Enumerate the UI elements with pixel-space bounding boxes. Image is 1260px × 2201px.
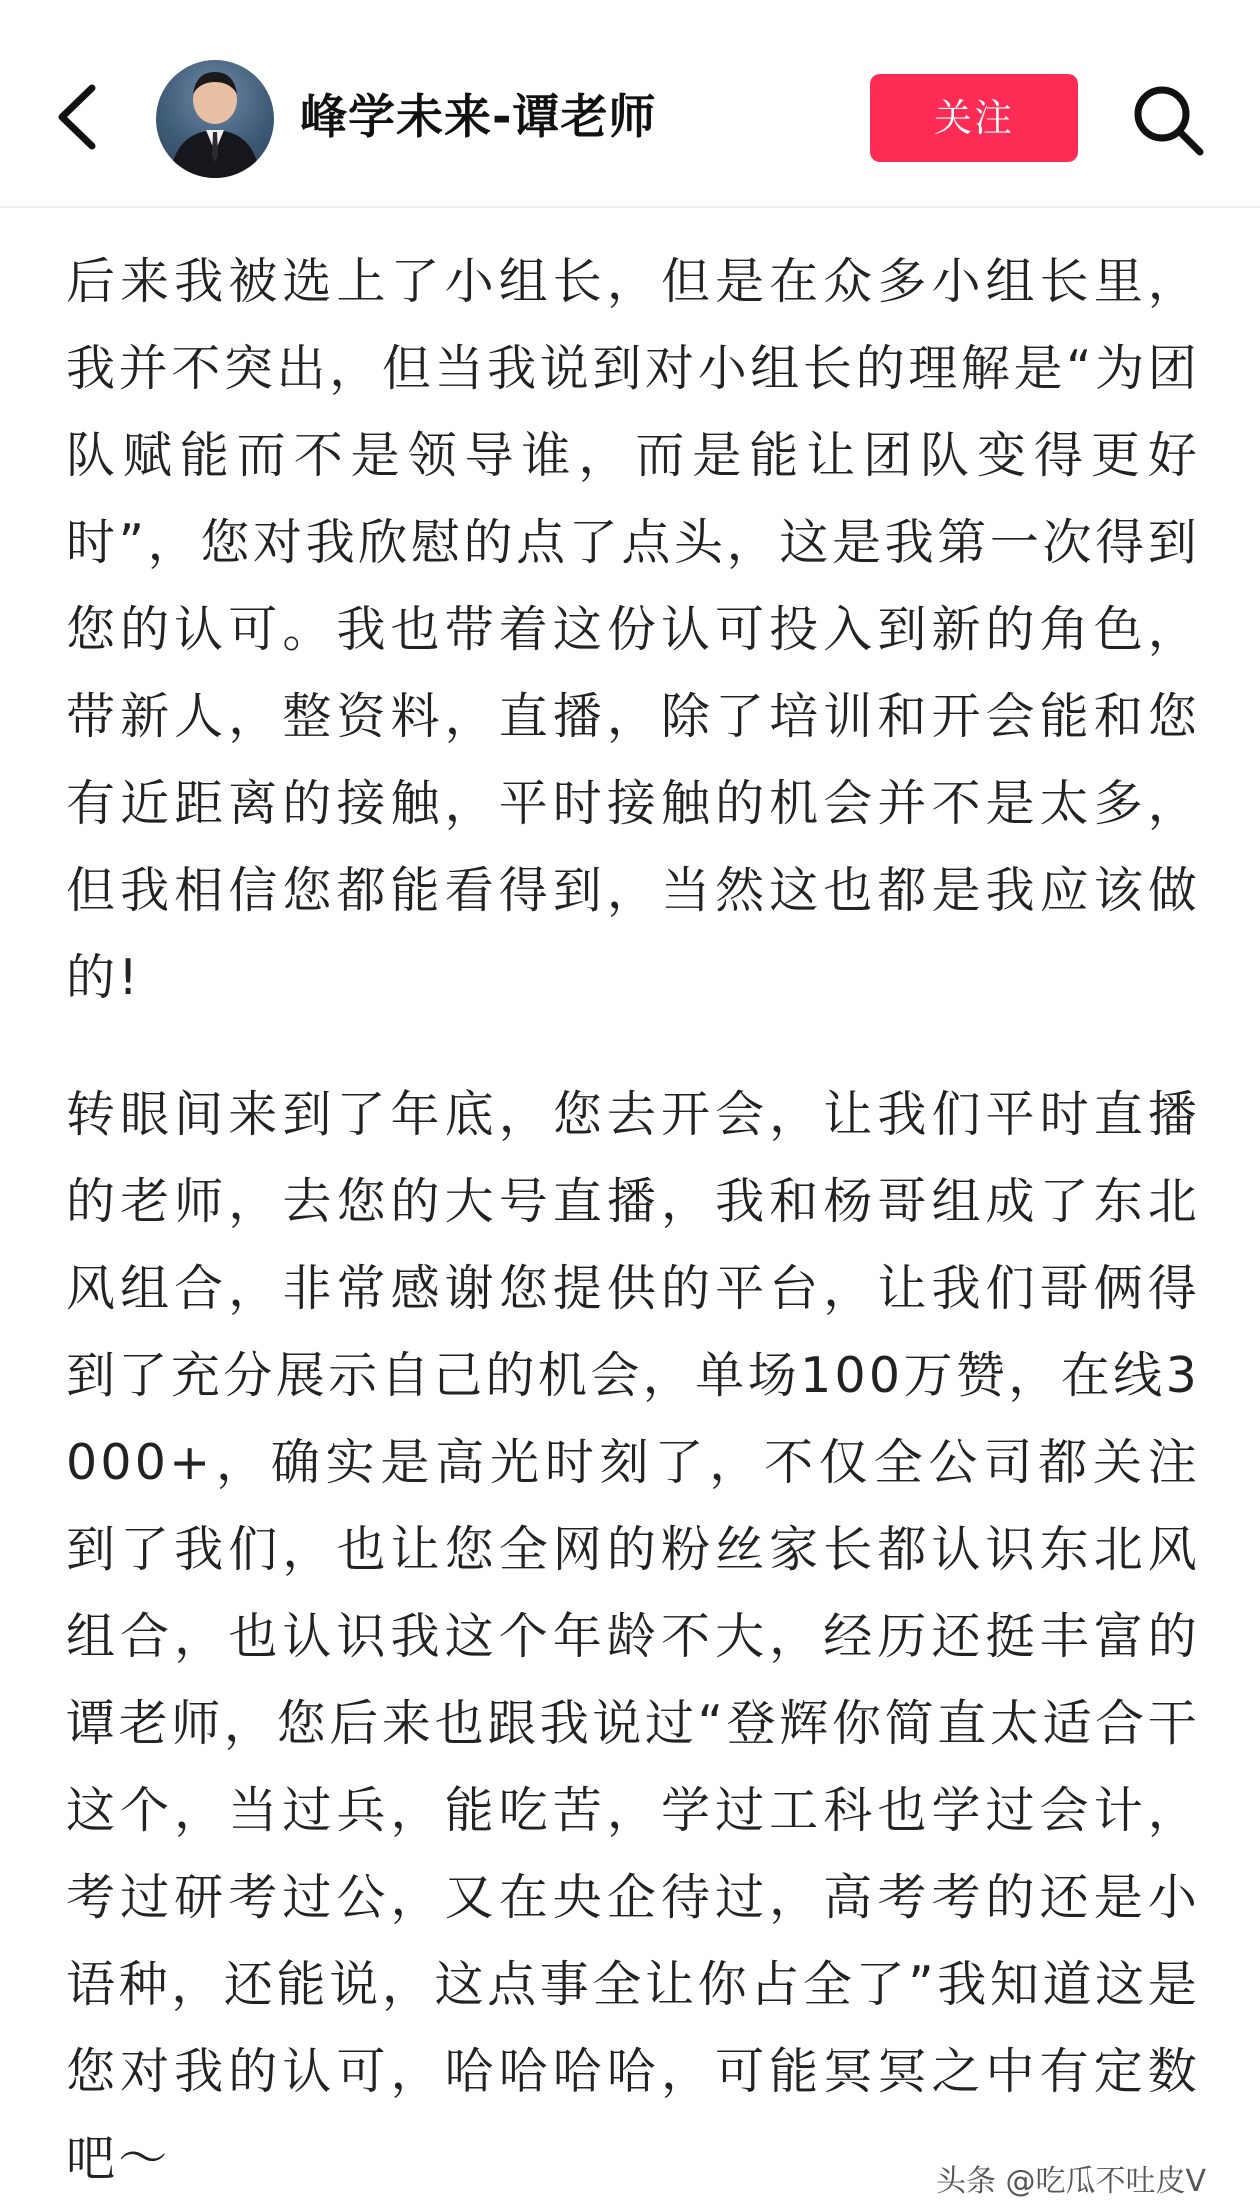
follow-button[interactable]: 关注 [870, 74, 1078, 162]
chevron-left-icon [48, 72, 108, 162]
avatar[interactable] [156, 60, 274, 178]
user-avatar-icon [156, 60, 274, 178]
article-body [66, 238, 1200, 2201]
article-paragraph: 转眼间来到了年底，您去开会，让我们平时直播的老师，去您的大号直播，我和杨哥组成了东北风组合，非常感谢您提供的平台，让我们哥俩得到了充分展示自己的机会，单场100万赞，在线3000+，确实是高光时刻了，不仅全公司都关注到了我们，也让您全网的粉丝家长都认识东北风组合，也认识我这个年龄不大，经历还挺丰富的谭老师，您后来也跟我说过“登辉你简直太适合干这个，当过兵，能吃苦，学过工科也学过会计，考过研考过公，又在央企待过，高考考的还是小语种，还能说，这点事全让你占全了”我知道这是您对我的认可，哈哈哈哈，可能冥冥之中有定数吧～ [66, 1086, 1200, 2187]
article-paragraph: 后来我被选上了小组长，但是在众多小组长里，我并不突出，但当我说到对小组长的理解是“为团队赋能而不是领导谁，而是能让团队变得更好时”，您对我欣慰的点了点头，这是我第一次得到您的认可。我也带着这份认可投入到新的角色，带新人，整资料，直播，除了培训和开会能和您有近距离的接触，平时接触的机会并不是太多，但我相信您都能看得到，当然这也都是我应该做的! [66, 253, 1200, 1006]
author-name[interactable]: 峰学未来-谭老师 [300, 90, 657, 145]
search-button[interactable] [1130, 82, 1206, 158]
source-watermark: 头条 @吃瓜不吐皮V [936, 2164, 1207, 2199]
back-button[interactable] [48, 72, 108, 162]
search-icon [1130, 82, 1206, 158]
top-bar [0, 0, 1260, 208]
